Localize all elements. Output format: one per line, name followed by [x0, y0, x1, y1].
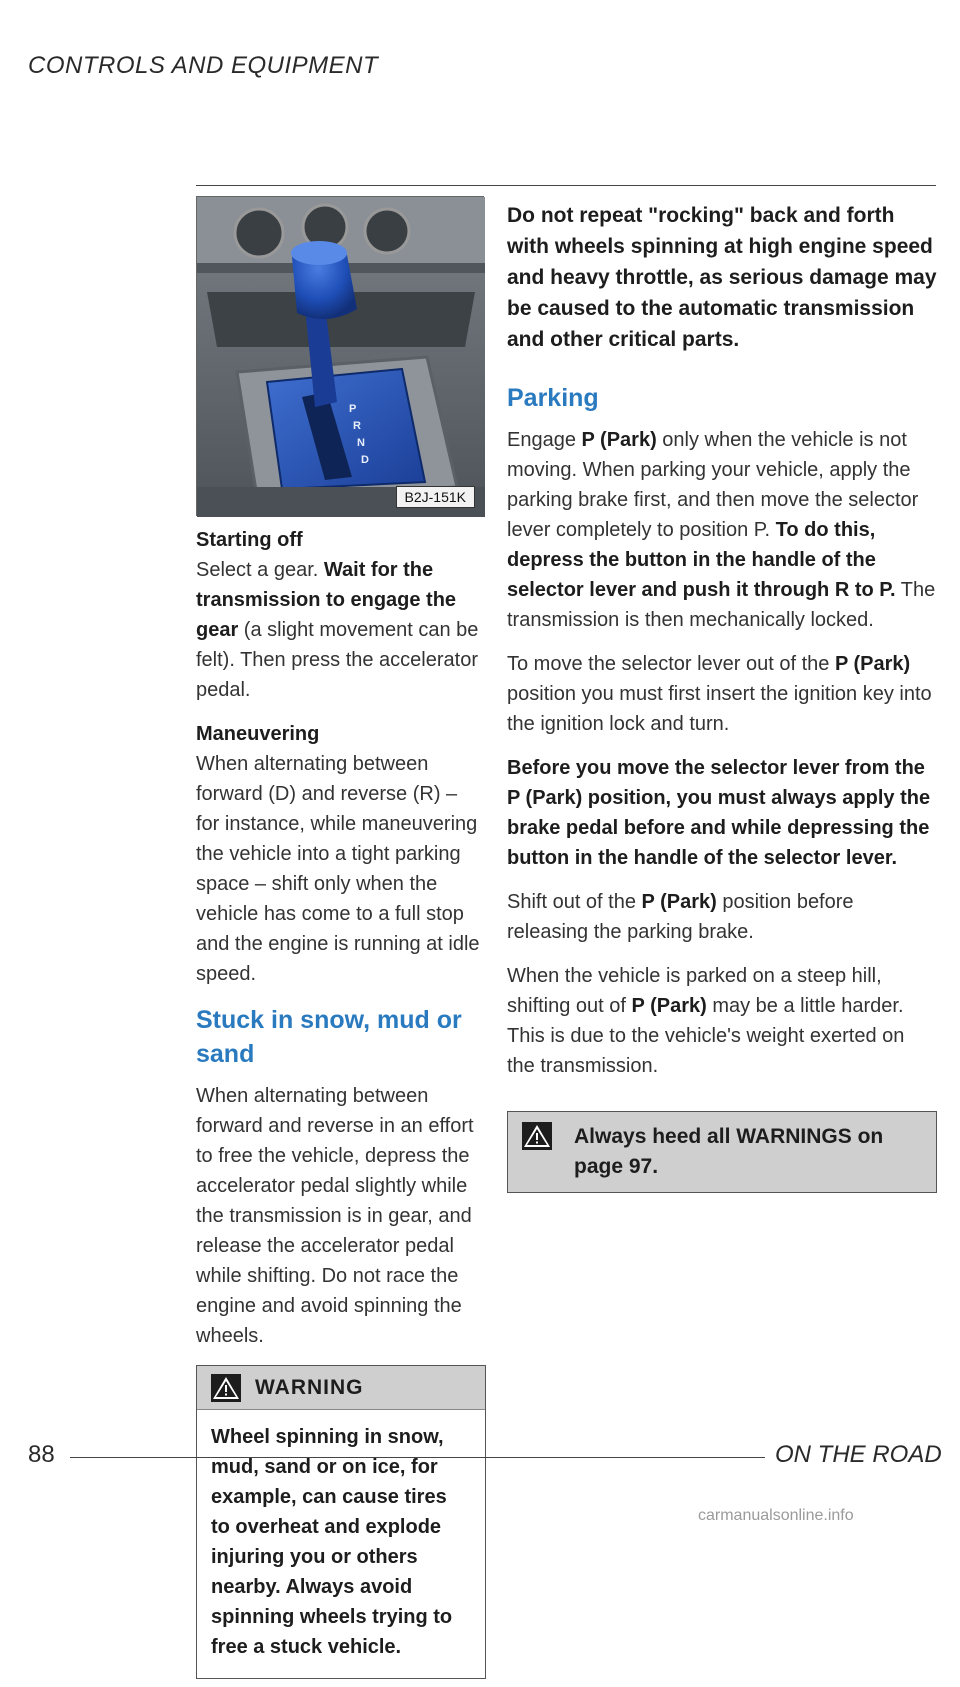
parking-p2-text-2: position you must first insert the ignition key into the ignition lock and turn.: [507, 683, 932, 735]
parking-paragraph-3: Before you move the selector lever from the P (Park) position, you must always apply the brake pedal before and while depressing the button in the handle of the selector lever.: [507, 757, 931, 869]
svg-text:R: R: [353, 420, 361, 432]
starting-off-bold: Wait for the transmission to engage the gear: [196, 559, 457, 641]
warning-label: WARNING: [255, 1375, 364, 1399]
warning-triangle-icon: [211, 1374, 241, 1402]
rocking-caution: Do not repeat "rocking" back and forth with wheels spinning at high engine speed and heavy throttle, as serious damage may be caused to the automatic transmission and other critical parts.: [507, 204, 937, 351]
warning-box: [196, 1365, 486, 1679]
heed-warnings-text: Always heed all WARNINGS on page 97.: [574, 1125, 884, 1178]
parking-p2-text-1: To move the selector lever out of the: [507, 653, 835, 675]
figure-code-label: B2J-151K: [396, 486, 475, 508]
starting-off-text-2: (a slight movement can be felt). Then press the accelerator pedal.: [196, 619, 479, 701]
parking-p1-bold-2: To do this, depress the button in the handle of the selector lever and push it through R to P.: [507, 519, 896, 601]
parking-p1-text-2: only when the vehicle is not moving. When parking your vehicle, apply the parking brake first, and then move the selector lever completely to position P.: [507, 429, 919, 541]
page-number: 88: [28, 1441, 55, 1468]
parking-p4-bold: P (Park): [641, 891, 717, 913]
maneuvering-heading: Maneuvering: [196, 723, 320, 745]
stuck-heading: Stuck in snow, mud or sand: [196, 1006, 462, 1068]
parking-paragraph-4: [507, 887, 937, 947]
stuck-paragraph: When alternating between forward and reverse in an effort to free the vehicle, depress the accelerator pedal slightly while the transmission is in gear, and release the accelerator pedal while shifting. Do not race the engine and avoid spinning the wheels.: [196, 1085, 474, 1347]
parking-paragraph-1: [507, 425, 937, 635]
footer-divider: [70, 1457, 765, 1458]
footer-section-title: ON THE ROAD: [775, 1441, 942, 1468]
header-divider: [196, 185, 936, 186]
starting-off-text-1: Select a gear.: [196, 559, 324, 581]
warning-header: [197, 1366, 485, 1410]
parking-p1-text-3: The transmission is then mechanically locked.: [507, 579, 936, 631]
page-header-title: CONTROLS AND EQUIPMENT: [28, 52, 379, 79]
parking-paragraph-5: [507, 961, 937, 1081]
svg-text:P: P: [349, 403, 357, 415]
parking-p2-bold: P (Park): [834, 653, 911, 675]
parking-p5-text-2: may be a little harder. This is due to the vehicle's weight exerted on the transmission.: [507, 995, 905, 1077]
parking-paragraph-2: [507, 649, 937, 739]
gear-selector-illustration: [197, 197, 485, 517]
svg-text:N: N: [357, 437, 365, 449]
parking-p5-bold: P (Park): [631, 995, 707, 1017]
warning-text: Wheel spinning in snow, mud, sand or on ice, for example, can cause tires to overheat and explode injuring you or others nearby. Always avoid spinning wheels trying to free a stuck vehicle.: [211, 1426, 453, 1658]
maneuvering-paragraph: When alternating between forward (D) and reverse (R) – for instance, while maneuvering the vehicle into a tight parking space – shift only when the vehicle has come to a full stop and the engine is running at idle speed.: [196, 753, 480, 985]
site-watermark: carmanualsonline.info: [698, 1507, 854, 1524]
left-column: [196, 525, 486, 1687]
starting-off-paragraph: [196, 555, 486, 705]
parking-p5-text-1: When the vehicle is parked on a steep hill, shifting out of: [507, 965, 882, 1017]
parking-p4-text-1: Shift out of the: [507, 891, 642, 913]
parking-p1-text-1: Engage: [507, 429, 582, 451]
warning-triangle-icon: [522, 1122, 552, 1150]
parking-heading: Parking: [507, 384, 599, 412]
gear-selector-figure: [196, 196, 484, 516]
svg-text:D: D: [361, 454, 369, 466]
heed-warnings-box: [507, 1111, 937, 1193]
parking-p4-text-2: position before releasing the parking brake.: [507, 891, 854, 943]
starting-off-heading: Starting off: [196, 529, 303, 551]
parking-p1-bold-1: P (Park): [581, 429, 657, 451]
right-column: [507, 200, 937, 1193]
